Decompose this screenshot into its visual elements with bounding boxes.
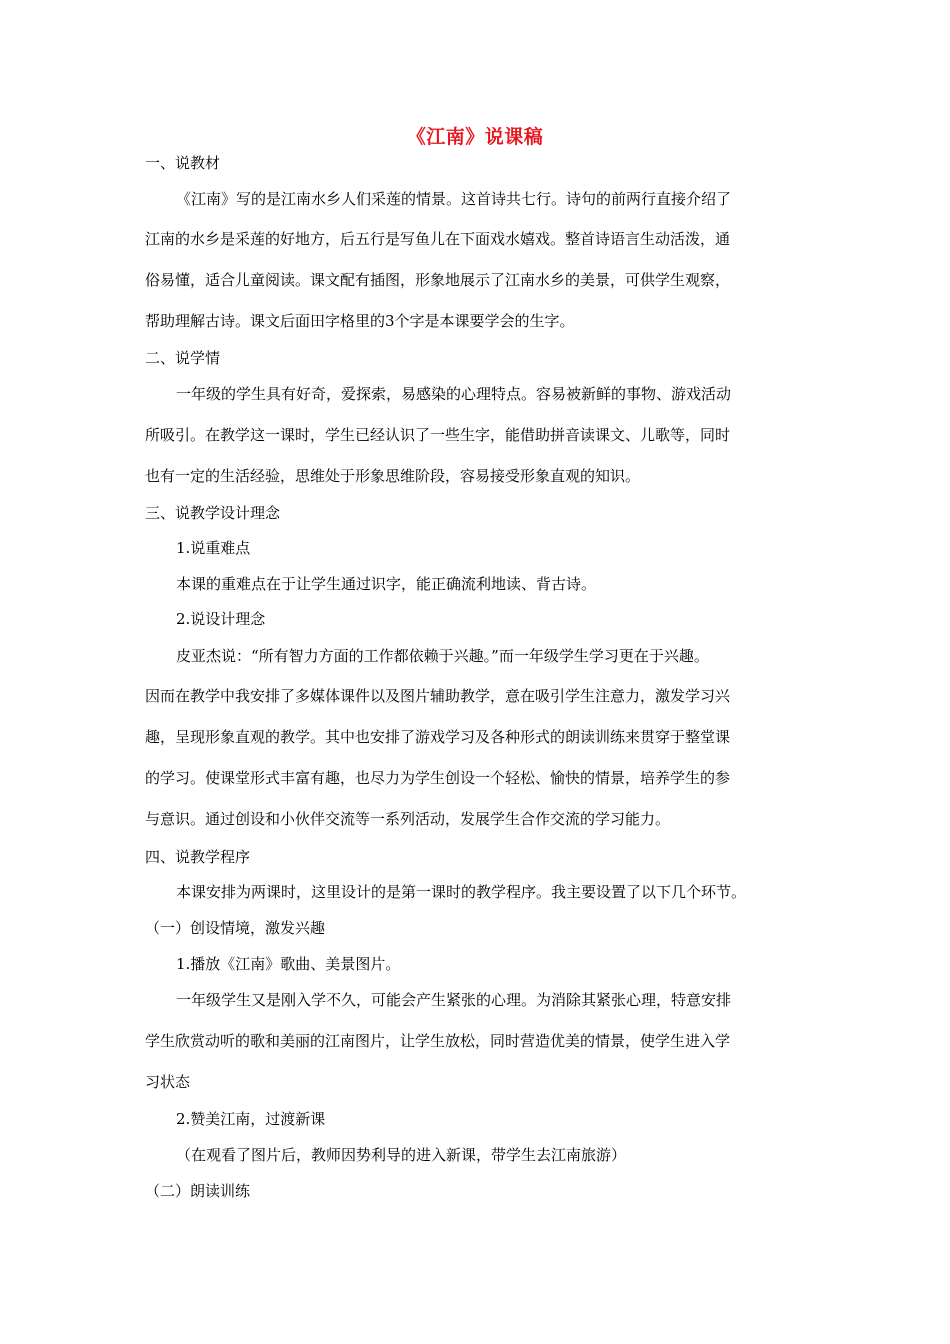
paragraph-line: 的学习。使课堂形式丰富有趣，也尽力为学生创设一个轻松、愉快的情景，培养学生的参 [145,769,731,787]
paragraph-line: 本课的重难点在于让学生通过识字，能正确流利地读、背古诗。 [176,575,597,593]
paragraph-line: （在观看了图片后，教师因势利导的进入新课，带学生去江南旅游） [176,1146,627,1164]
section-heading-1: 一、说教材 [145,154,221,172]
section-heading-4: 四、说教学程序 [145,848,251,866]
paragraph-line: 学生欣赏动听的歌和美丽的江南图片，让学生放松，同时营造优美的情景，使学生进入学 [145,1032,731,1050]
paragraph-line: 所吸引。在教学这一课时，学生已经认识了一些生字，能借助拼音读课文、儿歌等，同时 [145,426,731,444]
subsection-heading: 1.说重难点 [176,539,251,557]
paragraph-line: 习状态 [145,1073,191,1091]
paragraph-line: 皮亚杰说：“所有智力方面的工作都依赖于兴趣。”而一年级学生学习更在于兴趣。 [176,647,709,665]
subsection-heading: 2.说设计理念 [176,610,266,628]
paragraph-line: 因而在教学中我安排了多媒体课件以及图片辅助教学，意在吸引学生注意力，激发学习兴 [145,687,731,705]
section-heading-2: 二、说学情 [145,349,221,367]
subsection-heading: （一）创设情境，激发兴趣 [145,919,326,937]
subsection-heading: 2.赞美江南，过渡新课 [176,1110,326,1128]
paragraph-line: 一年级学生又是刚入学不久，可能会产生紧张的心理。为消除其紧张心理，特意安排 [176,991,732,1009]
paragraph-line: 江南的水乡是采莲的好地方，后五行是写鱼儿在下面戏水嬉戏。整首诗语言生动活泼，通 [145,230,731,248]
section-heading-3: 三、说教学设计理念 [145,504,281,522]
paragraph-line: 帮助理解古诗。课文后面田字格里的3个字是本课要学会的生字。 [145,312,575,330]
paragraph-line: 俗易懂，适合儿童阅读。课文配有插图，形象地展示了江南水乡的美景，可供学生观察， [145,271,731,289]
subsection-heading: （二）朗读训练 [145,1182,251,1200]
subsection-heading: 1.播放《江南》歌曲、美景图片。 [176,955,401,973]
paragraph-line: 也有一定的生活经验，思维处于形象思维阶段，容易接受形象直观的知识。 [145,467,641,485]
paragraph-line: 趣，呈现形象直观的教学。其中也安排了游戏学习及各种形式的朗读训练来贯穿于整堂课 [145,728,731,746]
paragraph-line: 一年级的学生具有好奇，爱探索，易感染的心理特点。容易被新鲜的事物、游戏活动 [176,385,732,403]
paragraph-line: 本课安排为两课时，这里设计的是第一课时的教学程序。我主要设置了以下几个环节。 [176,883,747,901]
document-title: 《江南》说课稿 [406,126,544,148]
paragraph-line: 与意识。通过创设和小伙伴交流等一系列活动，发展学生合作交流的学习能力。 [145,810,671,828]
paragraph-line: 《江南》写的是江南水乡人们采莲的情景。这首诗共七行。诗句的前两行直接介绍了 [176,190,732,208]
